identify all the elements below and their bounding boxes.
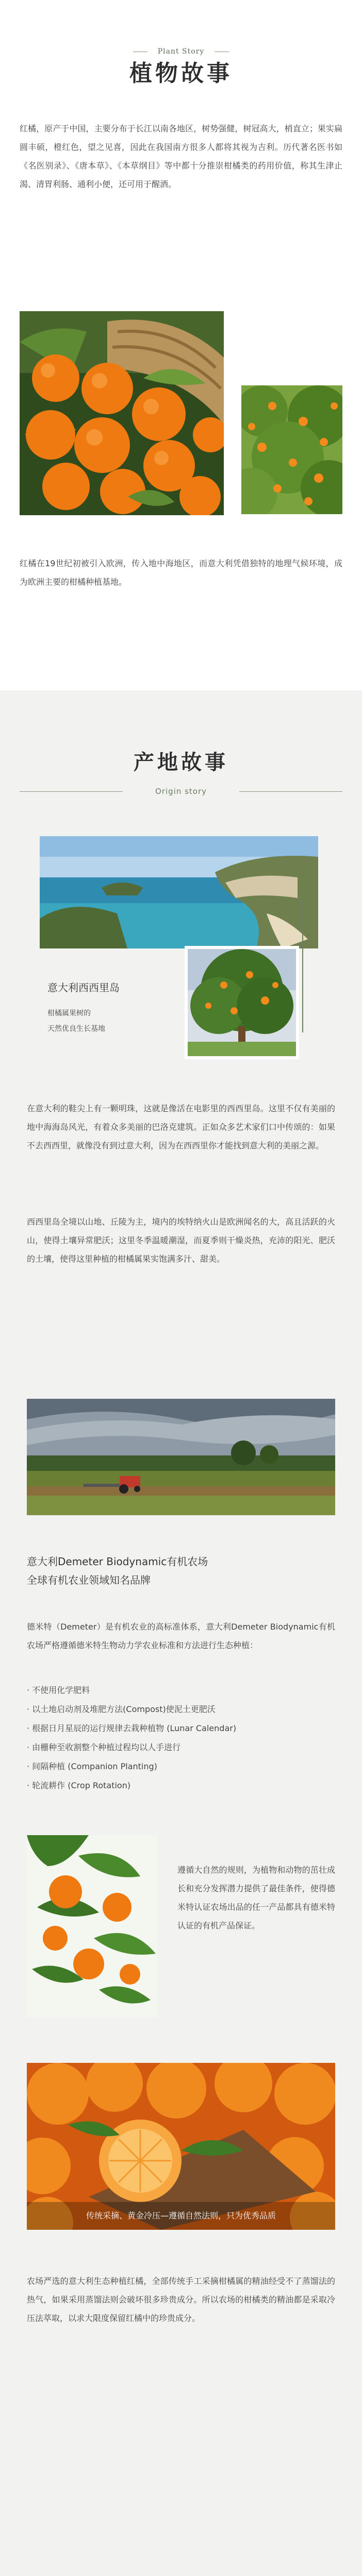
accent-line	[302, 899, 303, 1032]
sicily-caption-title: 意大利西西里岛	[47, 981, 120, 994]
oranges-branch-photo	[27, 1835, 158, 2018]
oranges-basket-photo	[20, 311, 224, 515]
origin-story-title: 产地故事	[134, 750, 228, 774]
farm-field-photo	[27, 1399, 335, 1515]
plant-story-eyebrow: Plant Story	[157, 47, 205, 56]
list-item: · 轮流耕作 (Crop Rotation)	[27, 1781, 131, 1790]
plant-story-paragraph-1: 红橘，原产于中国，主要分布于长江以南各地区，树势强健，树冠高大，梢直立；果实扁圆丰硕，橙红色，望之见喜，因此在我国南方很多人都将其视为吉利。历代著名医书如《名医别录》、《唐本草》、《本草纲目》等中都十分推崇柑橘类的药用价值，称其生津止渴、清胃利肠、通利小便，还可用于醒酒。	[20, 124, 342, 189]
farm-title-line-1: 意大利Demeter Biodynamic有机农场	[27, 1555, 208, 1568]
plant-story-paragraph-2: 红橘在19世纪初被引入欧洲，传入地中海地区，而意大利凭借独特的地理气候环境，成为欧洲主要的柑橘种植基地。	[20, 558, 342, 587]
orange-tree-photo	[241, 385, 342, 514]
farm-intro-paragraph: 德米特（Demeter）是有机农业的高标准体系，意大利Demeter Biodynamic有机农场严格遵循德米特生物动力学农业标准和方法进行生态种植：	[27, 1622, 335, 1650]
oranges-crate-banner	[27, 2063, 335, 2230]
citrus-tree-photo	[185, 946, 299, 1059]
sicily-paragraph-1: 在意大利的鞋尖上有一颗明珠，这就是像活在电影里的西西里岛。这里不仅有美丽的地中海海岛风光，有着众多美丽的巴洛克建筑。正如众多艺术家们口中传颂的：如果不去西西里，就像没有到过意大利，因为在西西里你才能找到意大利的美丽之源。	[27, 1104, 335, 1150]
divider	[239, 791, 342, 792]
farm-title-line-2: 全球有机农业领域知名品牌	[27, 1574, 151, 1586]
list-item: · 不使用化学肥料	[27, 1685, 90, 1695]
page-title: 植物故事	[129, 60, 233, 87]
plant-story-eyebrow-row	[133, 47, 229, 56]
organic-practices-list	[27, 1681, 335, 1795]
divider	[20, 791, 123, 792]
list-item: · 根据日月星辰的运行规律去栽种植物 (Lunar Calendar)	[27, 1723, 237, 1733]
list-item: · 以土地启动剂及堆肥方法(Compost)使泥土更肥沃	[27, 1704, 216, 1714]
origin-story-subtitle: Origin story	[155, 787, 207, 796]
sicily-caption-line-1: 柑橘属果树的	[47, 1009, 91, 1018]
sicily-coast-photo	[40, 836, 318, 948]
nature-paragraph: 遵循大自然的规则，为植物和动物的茁壮成长和充分发挥潜力提供了最佳条件，使得德米特认证农场出品的任一产品都具有德米特认证的有机产品保证。	[177, 1865, 335, 1930]
closing-paragraph: 农场严选的意大利生态种植红橘，全部传统手工采摘柑橘属的精油经受不了蒸馏法的热气，如果采用蒸馏法则会破坏很多珍贵成分。所以农场的柑橘类的精油都是采取冷压法萃取，以求大限度保留红橘中的珍贵成分。	[27, 2276, 335, 2323]
banner-caption: 传统采摘、黄金冷压—遵循自然法则，只为优秀品质	[86, 2211, 276, 2221]
sicily-caption-line-2: 天然优良生长基地	[47, 1025, 105, 1033]
sicily-paragraph-2: 西西里岛全境以山地、丘陵为主，境内的埃特纳火山是欧洲闻名的大，高且活跃的火山，使得土壤异常肥沃；这里冬季温暖潮湿，而夏季则干燥炎热，充沛的阳光、肥沃的土壤，使得这里种植的柑橘属果实饱满多汁、甜美。	[27, 1217, 335, 1264]
origin-story-subtitle-row	[20, 786, 342, 796]
list-item: · 由栅种至收割整个种植过程均以人手进行	[27, 1742, 181, 1752]
list-item: · 间隔种植 (Companion Planting)	[27, 1761, 157, 1771]
